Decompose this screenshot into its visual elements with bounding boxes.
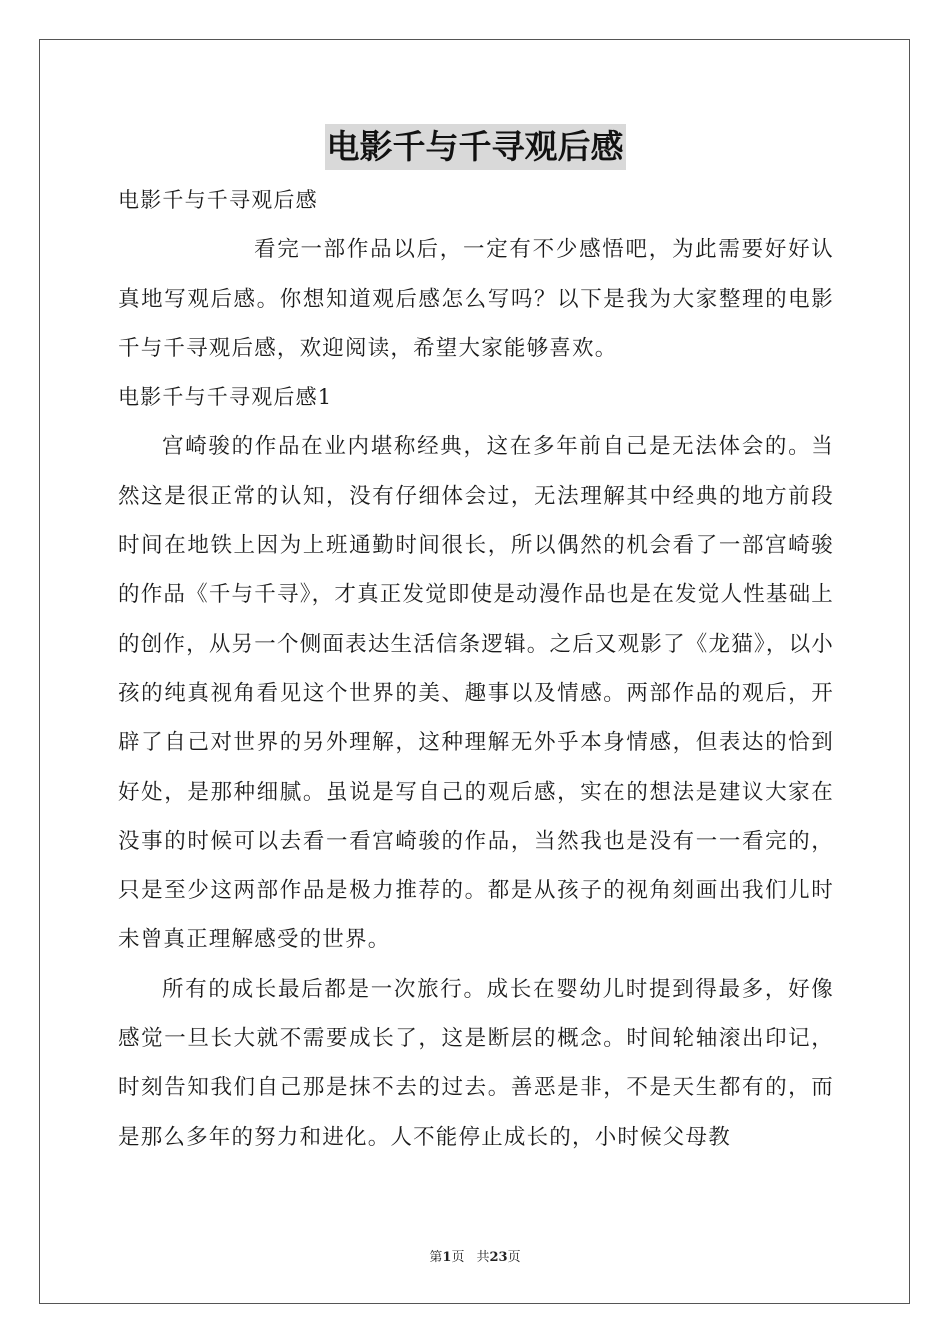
document-subtitle: 电影千与千寻观后感 [118,188,318,212]
body-paragraph-1: 宫崎骏的作品在业内堪称经典，这在多年前自己是无法体会的。当然这是很正常的认知，没有仔细体会过，无法理解其中经典的地方前段时间在地铁上因为上班通勤时间很长，所以偶然的机会看了一部宫崎骏的作品《千与千寻》，才真正发觉即使是动漫作品也是在发觉人性基础上的创作，从另一个侧面表达生活信条逻辑。之后又观影了《龙猫》，以小孩的纯真视角看见这个世界的美、趣事以及情感。两部作品的观后，开辟了自己对世界的另外理解，这种理解无外乎本身情感，但表达的恰到好处，是那种细腻。虽说是写自己的观后感，实在的想法是建议大家在没事的时候可以去看一看宫崎骏的作品，当然我也是没有一一看完的，只是至少这两部作品是极力推荐的。都是从孩子的视角刻画出我们儿时未曾真正理解感受的世界。 [118,434,834,953]
footer-total-suffix: 页 [507,1250,521,1265]
footer-page-mid: 页 [451,1250,465,1265]
page-footer [0,1246,950,1265]
footer-page-current: 1 [442,1250,452,1265]
footer-page-prefix: 第 [429,1250,443,1265]
footer-page-total: 23 [489,1250,508,1265]
document-body [118,176,834,1162]
body-paragraph-2: 所有的成长最后都是一次旅行。成长在婴幼儿时提到得最多，好像感觉一旦长大就不需要成长了，这是断层的概念。时间轮轴滚出印记，时刻告知我们自己那是抹不去的过去。善恶是非，不是天生都有的，而是那么多年的努力和进化。人不能停止成长的，小时候父母教 [118,976,834,1150]
section-heading: 电影千与千寻观后感1 [118,385,333,410]
title-container [0,124,950,170]
footer-total-prefix: 共 [476,1250,490,1265]
document-title: 电影千与千寻观后感 [325,124,626,170]
intro-paragraph: 看完一部作品以后，一定有不少感悟吧，为此需要好好认真地写观后感。你想知道观后感怎么写吗？以下是我为大家整理的电影千与千寻观后感，欢迎阅读，希望大家能够喜欢。 [118,237,834,361]
